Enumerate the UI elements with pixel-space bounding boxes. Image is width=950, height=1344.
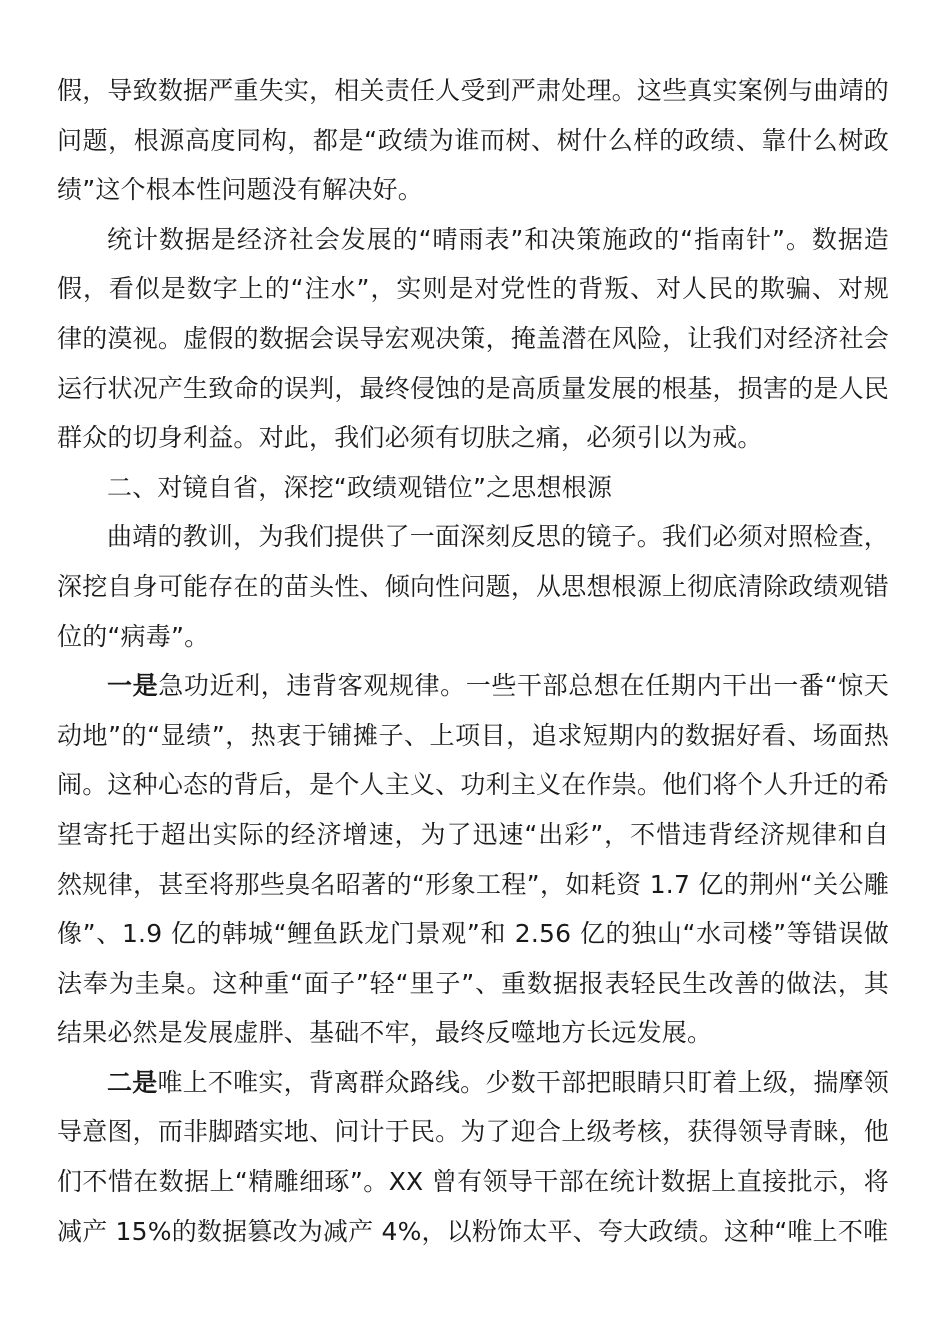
document-body [57, 66, 889, 1256]
section-heading-two: 二、对镜自省，深挖“政绩观错位”之思想根源 [107, 472, 613, 502]
paragraph-reflection: 曲靖的教训，为我们提供了一面深刻反思的镜子。我们必须对照检查，深挖自身可能存在的苗头性、倾向性问题，从思想根源上彻底清除政绩观错位的“病毒”。 [57, 522, 889, 651]
point-two-lead: 二是 [107, 1067, 158, 1097]
point-two-text: 唯上不唯实，背离群众路线。少数干部把眼睛只盯着上级，揣摩领导意图，而非脚踏实地、问计于民。为了迎合上级考核，获得领导青睐，他们不惜在数据上“精雕细琢”。XX 曾有领导干部在统计数据上直接批示，将减产 15%的数据篡改为减产 4%，以粉饰太平、夸大政绩。这种“唯上不唯 [57, 1067, 889, 1246]
point-one-lead: 一是 [107, 671, 159, 701]
paragraph-statistics: 统计数据是经济社会发展的“晴雨表”和决策施政的“指南针”。数据造假，看似是数字上的“注水”，实则是对党性的背叛、对人民的欺骗、对规律的漠视。虚假的数据会误导宏观决策，掩盖潜在风险，让我们对经济社会运行状况产生致命的误判，最终侵蚀的是高质量发展的根基，损害的是人民群众的切身利益。对此，我们必须有切肤之痛，必须引以为戒。 [57, 224, 889, 453]
paragraph-point-one [57, 661, 889, 1058]
point-one-text: 急功近利，违背客观规律。一些干部总想在任期内干出一番“惊天动地”的“显绩”，热衷于铺摊子、上项目，追求短期内的数据好看、场面热闹。这种心态的背后，是个人主义、功利主义在作祟。他们将个人升迁的希望寄托于超出实际的经济增速，为了迅速“出彩”，不惜违背经济规律和自然规律，甚至将那些臭名昭著的“形象工程”，如耗资 1.7 亿的荆州“关公雕像”、1.9 亿的韩城“鲤鱼跃龙门景观”和 2.56 亿的独山“水司楼”等错误做法奉为圭臬。这种重“面子”轻“里子”、重数据报表轻民生改善的做法，其结果必然是发展虚胖、基础不牢，最终反噬地方长远发展。 [57, 671, 889, 1048]
paragraph-continuation: 假，导致数据严重失实，相关责任人受到严肃处理。这些真实案例与曲靖的问题，根源高度同构，都是“政绩为谁而树、树什么样的政绩、靠什么树政绩”这个根本性问题没有解决好。 [57, 76, 889, 205]
paragraph-point-two [57, 1058, 889, 1256]
